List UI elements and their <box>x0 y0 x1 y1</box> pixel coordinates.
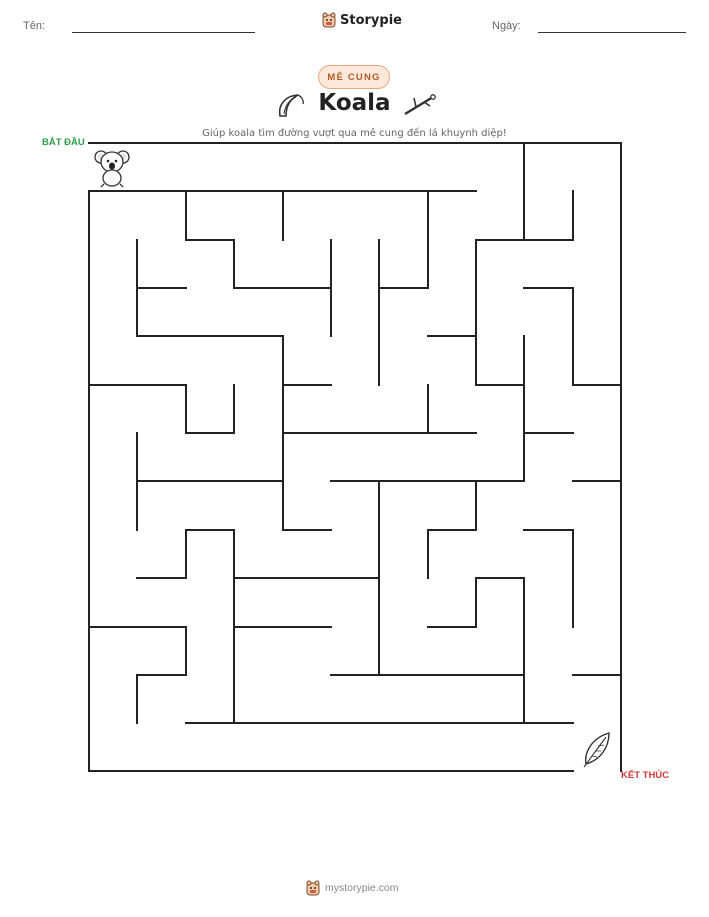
name-label: Tên: <box>23 20 46 32</box>
maze-walls <box>89 143 621 771</box>
date-label: Ngày: <box>492 20 521 32</box>
footer <box>306 880 399 896</box>
start-label: BẮT ĐẦU <box>42 137 85 148</box>
brand-name: Storypie <box>340 12 402 28</box>
eucalyptus-leaf-icon <box>582 730 612 768</box>
end-label: KẾT THÚC <box>621 770 670 781</box>
footer-url[interactable]: mystorypie.com <box>325 882 399 894</box>
koala-icon <box>94 148 130 188</box>
category-badge: MÊ CUNG <box>318 65 390 89</box>
page-title: Koala <box>318 90 391 116</box>
instructions: Giúp koala tìm đường vượt qua mê cung đến lá khuynh diệp! <box>202 128 507 139</box>
storypie-logo-icon <box>306 880 320 896</box>
